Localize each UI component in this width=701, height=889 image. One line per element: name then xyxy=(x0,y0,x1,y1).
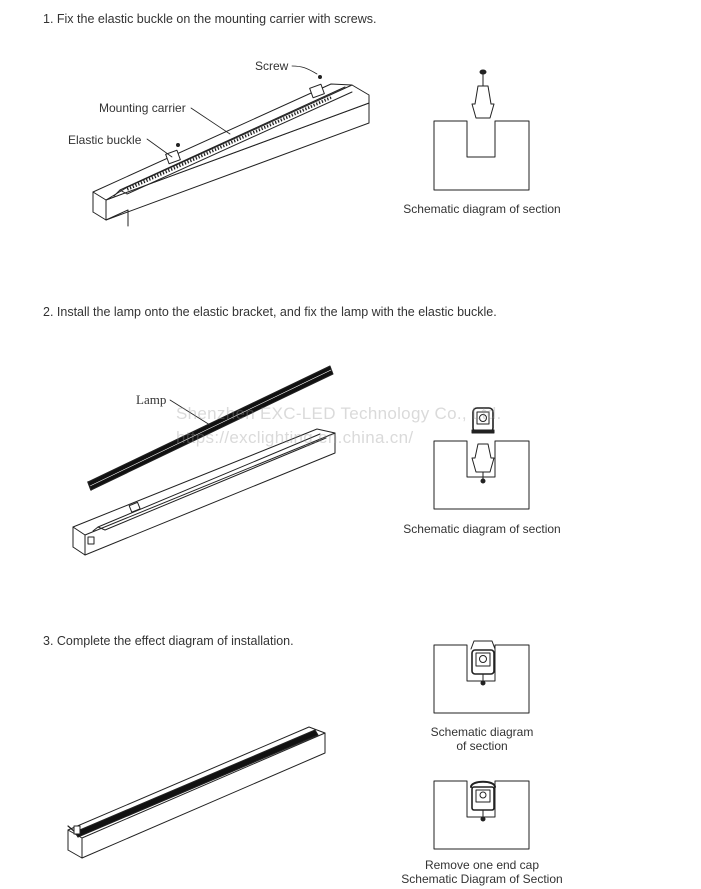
elastic-buckle-label: Elastic buckle xyxy=(68,133,142,147)
step-1-text: 1. Fix the elastic buckle on the mounting carrier with screws. xyxy=(43,12,377,26)
watermark-company: Shenzhen EXC-LED Technology Co., Ltd. xyxy=(176,404,502,423)
section-3-caption-line-1: Schematic diagram xyxy=(430,725,534,739)
section-2-caption: Schematic diagram of section xyxy=(403,522,561,536)
section-4-caption-line-2: Schematic Diagram of Section xyxy=(401,872,563,886)
mounting-carrier-label: Mounting carrier xyxy=(99,101,186,115)
elastic-buckle-right-part xyxy=(310,84,325,98)
section-diagram-4 xyxy=(434,781,529,849)
section-diagram-1 xyxy=(434,70,529,190)
section-1-caption: Schematic diagram of section xyxy=(403,202,561,216)
section-3-caption-line-2: of section xyxy=(456,739,508,753)
step-2-text: 2. Install the lamp onto the elastic bracket, and fix the lamp with the elastic buckle. xyxy=(43,305,497,319)
lamp-install-drawing xyxy=(73,366,335,555)
section-diagram-3 xyxy=(434,641,529,713)
installed-drawing xyxy=(68,727,325,858)
section-4-caption-line-1: Remove one end cap xyxy=(424,858,540,872)
step-3-text: 3. Complete the effect diagram of installation. xyxy=(43,634,294,648)
watermark-url: https://exclighting.en.china.cn/ xyxy=(176,428,414,447)
lamp-label: Lamp xyxy=(136,392,167,407)
mounting-carrier-drawing xyxy=(93,66,369,226)
screw-label: Screw xyxy=(255,59,289,73)
elastic-buckle-left-part xyxy=(166,150,181,164)
